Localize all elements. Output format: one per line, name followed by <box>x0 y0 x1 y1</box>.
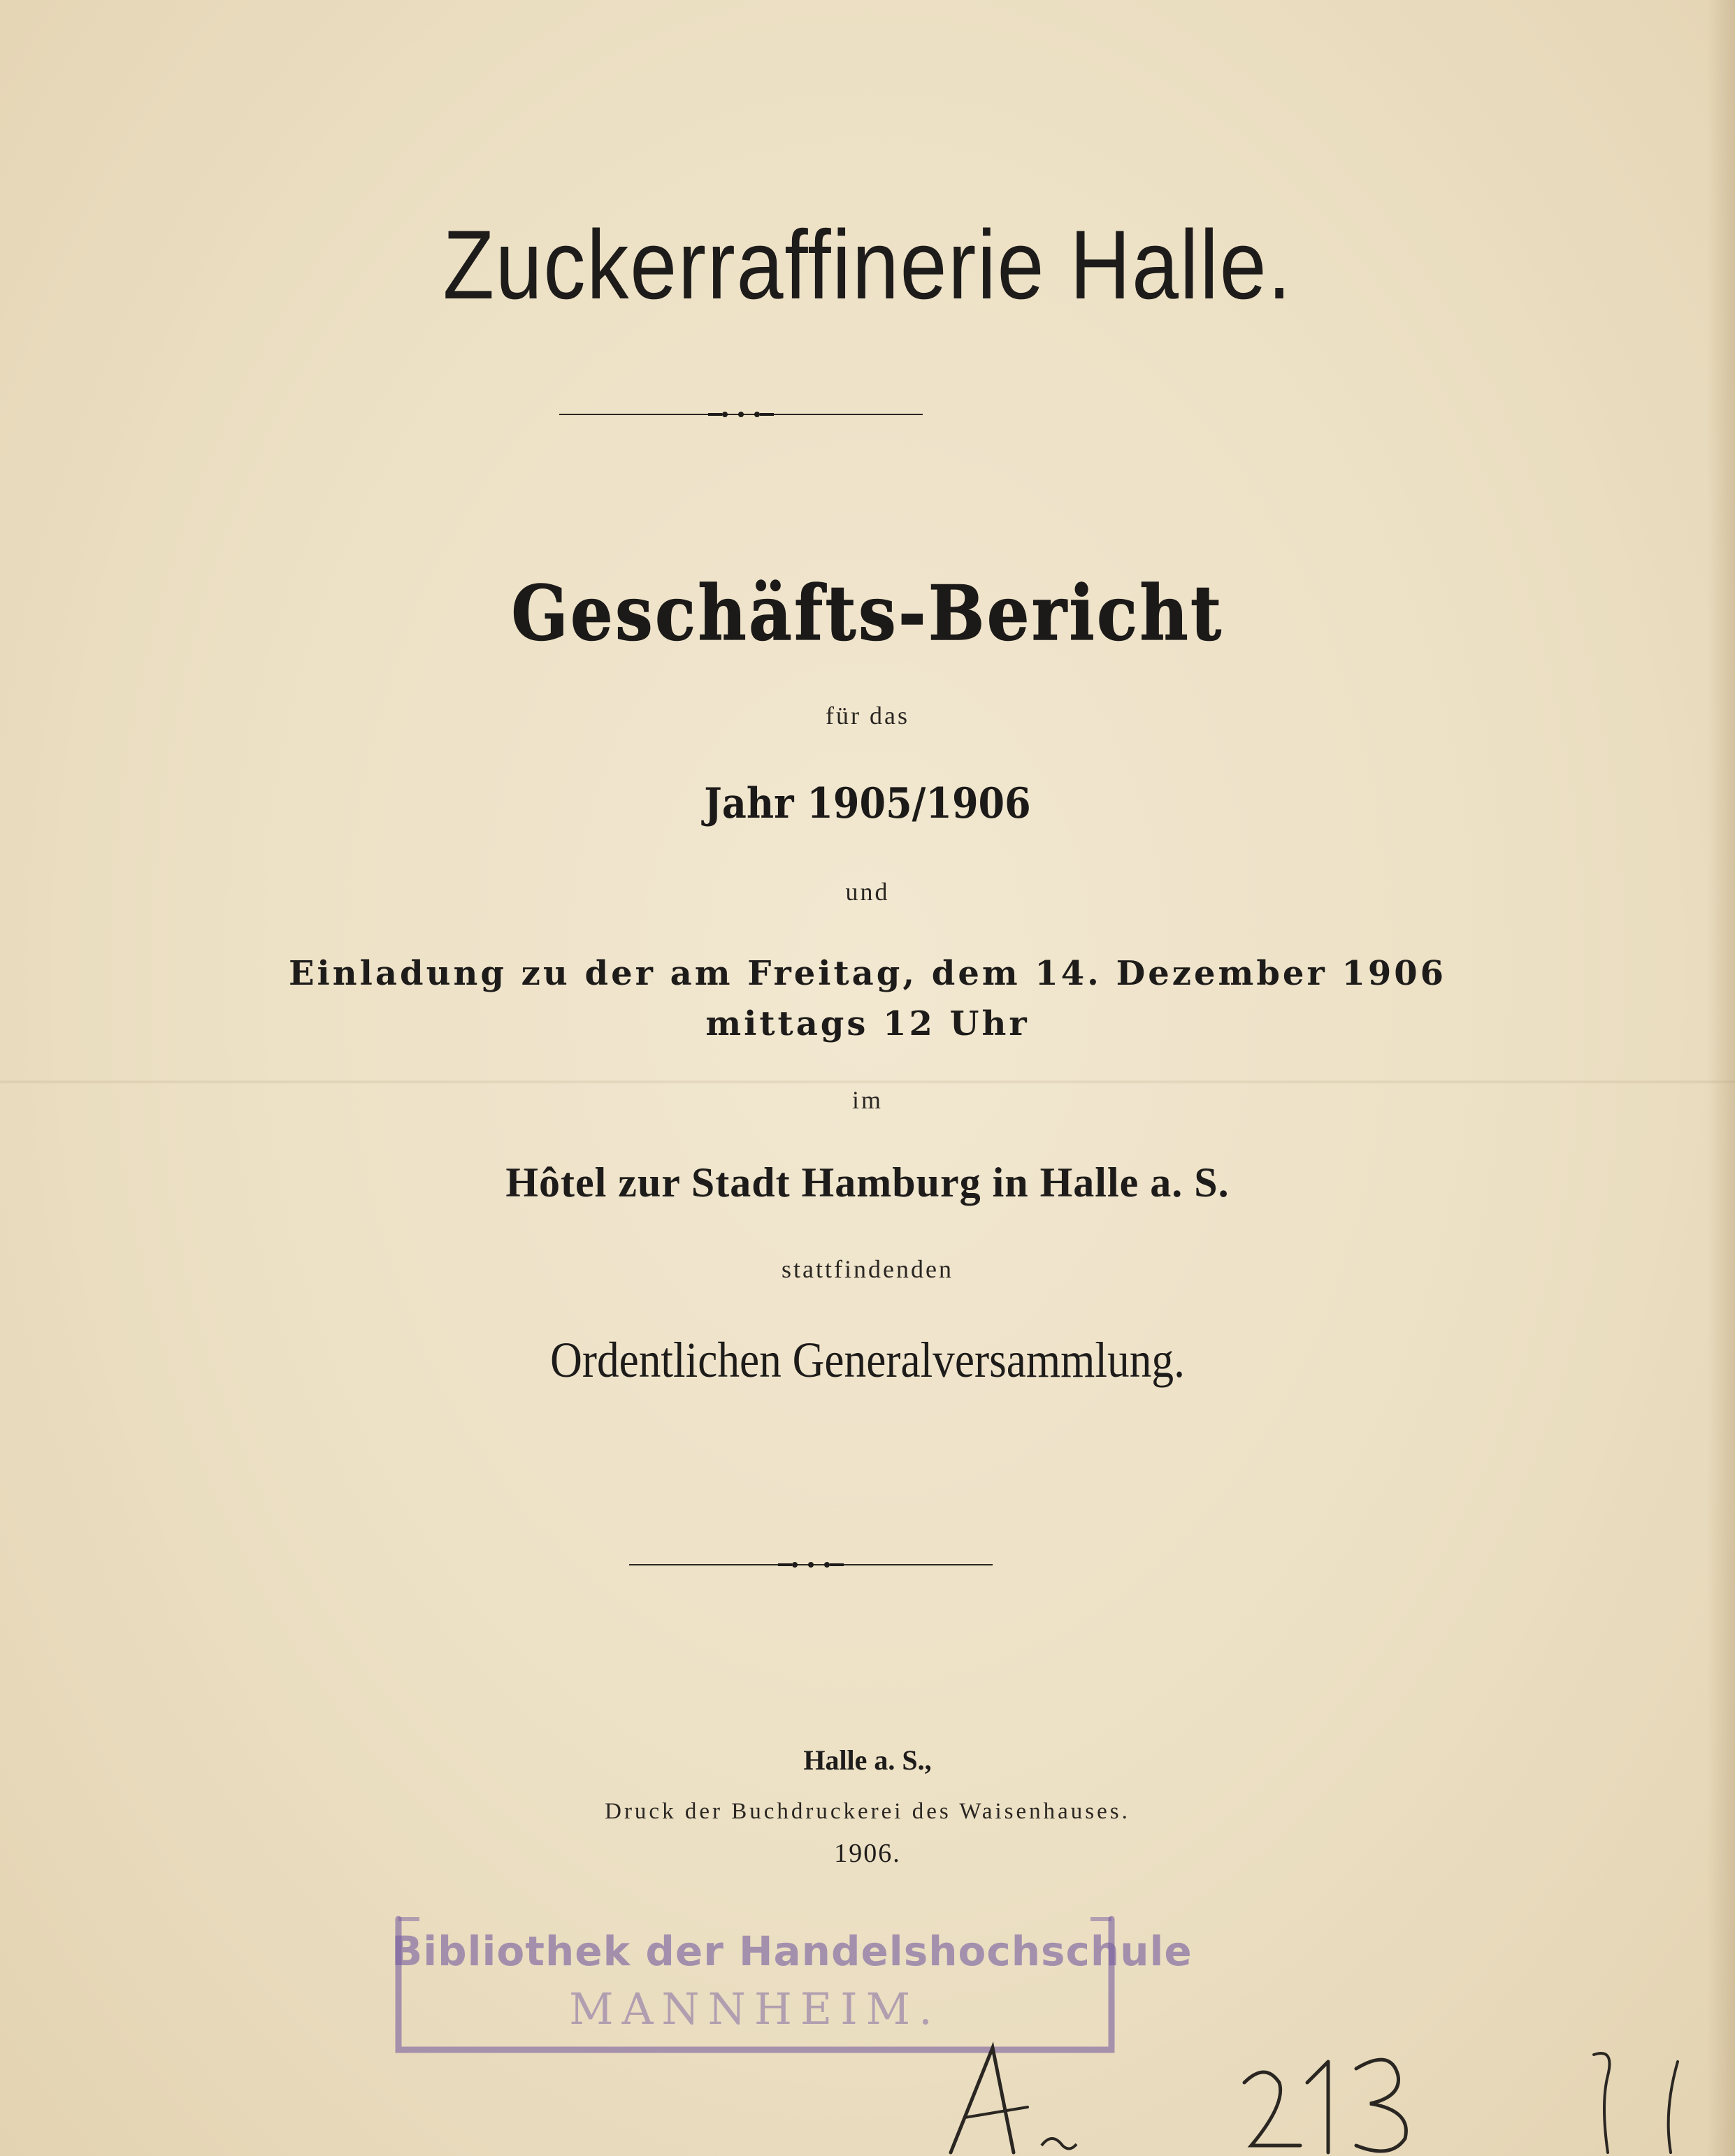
im-text: im <box>851 1086 883 1114</box>
invitation-line-2: mittags 12 Uhr <box>705 1004 1030 1043</box>
imprint-year: 1906. <box>834 1839 901 1868</box>
stamp-text-line-1: Bibliothek der Handelshochschule <box>391 1927 1193 1975</box>
invitation-line-1: Einladung zu der am Freitag, dem 14. Dezember 1906 <box>288 954 1447 993</box>
bleed-through-texture <box>0 363 1735 391</box>
stattfindenden-text: stattfindenden <box>782 1255 953 1283</box>
page-edge-shadow <box>1707 0 1735 2156</box>
library-stamp <box>391 1907 1193 2057</box>
top-ornament-rule <box>559 410 923 419</box>
stamp-text-line-2: MANNHEIM. <box>569 1983 941 2034</box>
fuer-das-text: für das <box>826 702 909 730</box>
und-text: und <box>845 878 890 906</box>
company-title: Zuckerraffinerie Halle. <box>442 210 1293 319</box>
year-line: Jahr 1905/1906 <box>704 779 1031 828</box>
ornament-dots <box>710 410 772 419</box>
paper-fold <box>0 1080 1735 1084</box>
venue-line: Hôtel zur Stadt Hamburg in Halle a. S. <box>505 1159 1230 1206</box>
handwriting-icon <box>909 2041 1735 2156</box>
report-title: Geschäfts-Bericht <box>511 570 1224 658</box>
imprint-press: Druck der Buchdruckerei des Waisenhauses. <box>605 1799 1130 1824</box>
ornament-dots <box>779 1560 842 1570</box>
assembly-line: Ordentlichen Generalversammlung. <box>550 1332 1185 1388</box>
bottom-ornament-rule <box>629 1560 993 1570</box>
imprint-city: Halle a. S., <box>803 1744 932 1776</box>
handwritten-signature <box>909 2041 1735 2156</box>
